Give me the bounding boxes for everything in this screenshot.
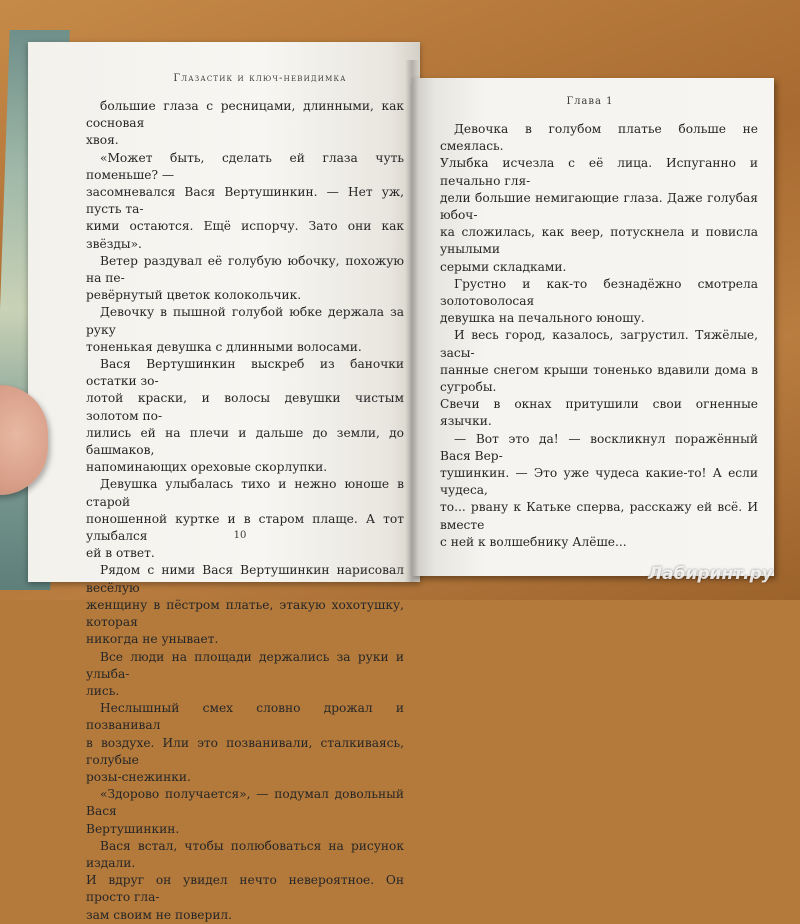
text-line: Девочка в голубом платье больше не смеялась. — [440, 122, 758, 154]
text-line: Вася Вертушинкин выскреб из баночки остатки зо- — [86, 357, 404, 389]
watermark-logo: Лабиринт.ру — [648, 564, 773, 584]
text-line: панные снегом крыши тоненько вдавили дома в сугробы. — [440, 362, 758, 395]
text-line: тушинкин. — Это уже чудеса какие-то! А если чудеса, — [440, 466, 758, 498]
text-line: лись. — [86, 683, 120, 698]
text-line: никогда не унывает. — [86, 632, 219, 647]
text-line: Улыбка исчезла с её лица. Испуганно и печально гля- — [440, 156, 758, 188]
text-line: девушка на печального юношу. — [440, 311, 645, 326]
text-line: Вертушинкин. — [86, 821, 180, 836]
text-line: ревёрнутый цветок колокольчик. — [86, 288, 302, 303]
chapter-label: Глава 1 — [566, 96, 614, 107]
text-line: Девушка улыбалась тихо и нежно юноше в старой — [86, 477, 404, 509]
text-line: И весь город, казалось, загрустил. Тяжёлые, засы- — [440, 328, 758, 360]
text-line: «Может быть, сделать ей глаза чуть поменьше? — — [86, 150, 404, 182]
text-line: поношенной куртке и в старом плаще. А тот улыбался — [86, 511, 404, 544]
text-line: дели большие немигающие глаза. Даже голубая юбоч- — [440, 190, 758, 223]
text-line: тоненькая девушка с длинными волосами. — [86, 339, 362, 354]
text-line: лились ей на плечи и дальше до земли, до башмаков, — [86, 425, 404, 458]
book-gutter — [405, 60, 419, 582]
text-line: большие глаза с ресницами, длинными, как сосновая — [86, 99, 404, 131]
text-line: засомневался Вася Вертушинкин. — Нет уж, пусть та- — [86, 185, 404, 217]
right-page-text — [440, 121, 758, 551]
text-line: розы-снежинки. — [86, 769, 191, 784]
text-line: зам своим не поверил. — [86, 907, 233, 922]
text-line: — Вот это да! — воскликнул поражённый Вася Вер- — [440, 431, 758, 463]
text-line: хвоя. — [86, 133, 119, 148]
text-line: женщину в пёстром платье, этакую хохотушку, которая — [86, 597, 404, 630]
text-line: Свечи в окнах притушили свои огненные язычки. — [440, 397, 758, 429]
text-line: лотой краски, и волосы девушки чистым золотом по- — [86, 391, 404, 423]
text-line: Девочку в пышной голубой юбке держала за руку — [86, 305, 404, 337]
text-line: Грустно и как-то безнадёжно смотрела золотоволосая — [440, 276, 758, 309]
text-line: напоминающих ореховые скорлупки. — [86, 460, 328, 475]
running-head: Глазастик и ключ-невидимка — [173, 73, 347, 84]
page-number: 10 — [233, 530, 247, 541]
text-line: Все люди на площади держались за руки и улыба- — [86, 649, 404, 681]
text-line: ка сложилась, как веер, потускнела и повисла унылыми — [440, 225, 758, 257]
text-line: то... рвану к Катьке сперва, расскажу ей всё. И вместе — [440, 500, 758, 532]
text-line: Ветер раздувал её голубую юбочку, похожую на пе- — [86, 253, 404, 286]
text-line: кими остаются. Ещё испорчу. Зато они как звёзды». — [86, 219, 404, 251]
text-line: «Здорово получается», — подумал довольный Вася — [86, 787, 404, 819]
text-line: серыми складками. — [440, 259, 567, 274]
text-line: в воздухе. Или это позванивали, сталкиваясь, голубые — [86, 735, 404, 767]
text-line: Вася встал, чтобы полюбоваться на рисунок издали. — [86, 838, 404, 870]
text-line: Неслышный смех словно дрожал и позванивал — [86, 701, 404, 733]
text-line: Рядом с ними Вася Вертушинкин нарисовал весёлую — [86, 563, 404, 595]
left-page-text — [86, 98, 404, 924]
text-line: ей в ответ. — [86, 546, 155, 561]
text-line: И вдруг он увидел нечто невероятное. Он просто гла- — [86, 873, 404, 905]
text-line: с ней к волшебнику Алёше... — [440, 534, 627, 549]
